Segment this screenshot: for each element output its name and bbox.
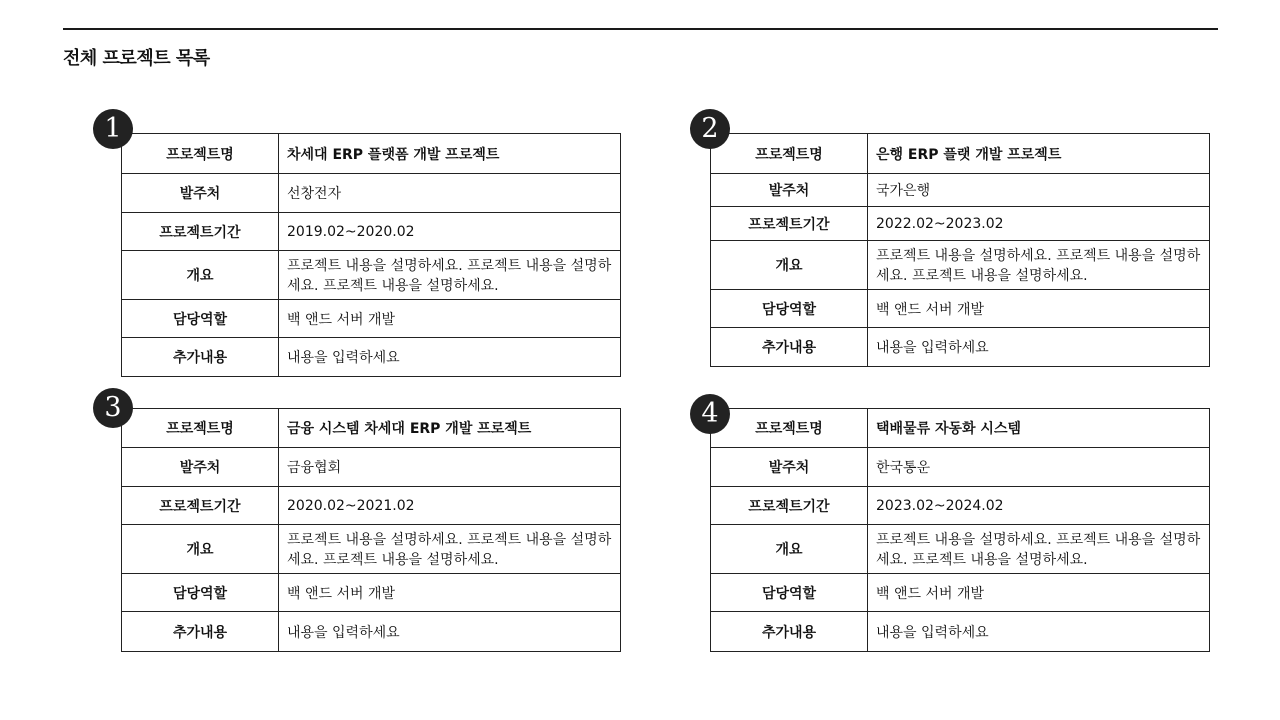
- row-client: [122, 448, 621, 487]
- row-extra: [122, 612, 621, 652]
- row-extra: [711, 612, 1210, 652]
- label-role: 담당역할: [122, 574, 279, 612]
- label-client: 발주처: [122, 174, 279, 213]
- value-role: 백 앤드 서버 개발: [279, 300, 621, 338]
- row-summary: [122, 525, 621, 574]
- project-card-2: [701, 113, 1210, 367]
- label-project-name: 프로젝트명: [122, 134, 279, 174]
- row-project-name: [122, 134, 621, 174]
- project-table: [710, 408, 1210, 652]
- project-table: [710, 133, 1210, 367]
- value-summary: 프로젝트 내용을 설명하세요. 프로젝트 내용을 설명하세요. 프로젝트 내용을 설명하세요.: [279, 251, 621, 300]
- row-client: [122, 174, 621, 213]
- label-client: 발주처: [711, 174, 868, 207]
- row-role: [711, 290, 1210, 328]
- label-client: 발주처: [711, 448, 868, 487]
- label-summary: 개요: [122, 251, 279, 300]
- value-summary: 프로젝트 내용을 설명하세요. 프로젝트 내용을 설명하세요. 프로젝트 내용을 설명하세요.: [279, 525, 621, 574]
- value-role: 백 앤드 서버 개발: [868, 574, 1210, 612]
- label-period: 프로젝트기간: [711, 207, 868, 241]
- project-number-badge: 2: [690, 109, 730, 149]
- label-summary: 개요: [711, 525, 868, 574]
- label-extra: 추가내용: [122, 612, 279, 652]
- value-client: 선창전자: [279, 174, 621, 213]
- label-extra: 추가내용: [122, 338, 279, 377]
- value-summary: 프로젝트 내용을 설명하세요. 프로젝트 내용을 설명하세요. 프로젝트 내용을 설명하세요.: [868, 241, 1210, 290]
- top-divider: [63, 28, 1218, 30]
- row-role: [711, 574, 1210, 612]
- value-role: 백 앤드 서버 개발: [279, 574, 621, 612]
- label-role: 담당역할: [122, 300, 279, 338]
- project-table: [121, 408, 621, 652]
- label-role: 담당역할: [711, 574, 868, 612]
- value-period: 2022.02~2023.02: [868, 207, 1210, 241]
- project-card-1: [104, 113, 621, 377]
- project-number-badge: 4: [690, 394, 730, 434]
- row-period: [711, 487, 1210, 525]
- row-client: [711, 174, 1210, 207]
- value-summary: 프로젝트 내용을 설명하세요. 프로젝트 내용을 설명하세요. 프로젝트 내용을 설명하세요.: [868, 525, 1210, 574]
- project-number-badge: 3: [93, 388, 133, 428]
- row-role: [122, 574, 621, 612]
- value-period: 2019.02~2020.02: [279, 213, 621, 251]
- value-project-name: 금융 시스템 차세대 ERP 개발 프로젝트: [279, 409, 621, 448]
- label-period: 프로젝트기간: [711, 487, 868, 525]
- label-project-name: 프로젝트명: [122, 409, 279, 448]
- row-client: [711, 448, 1210, 487]
- value-project-name: 은행 ERP 플랫 개발 프로젝트: [868, 134, 1210, 174]
- value-project-name: 차세대 ERP 플랫폼 개발 프로젝트: [279, 134, 621, 174]
- row-project-name: [122, 409, 621, 448]
- row-summary: [711, 241, 1210, 290]
- value-extra: 내용을 입력하세요: [279, 338, 621, 377]
- value-period: 2023.02~2024.02: [868, 487, 1210, 525]
- label-extra: 추가내용: [711, 612, 868, 652]
- value-role: 백 앤드 서버 개발: [868, 290, 1210, 328]
- label-period: 프로젝트기간: [122, 487, 279, 525]
- row-period: [122, 487, 621, 525]
- label-extra: 추가내용: [711, 328, 868, 367]
- project-card-4: [701, 398, 1210, 652]
- row-extra: [711, 328, 1210, 367]
- value-period: 2020.02~2021.02: [279, 487, 621, 525]
- value-extra: 내용을 입력하세요: [279, 612, 621, 652]
- label-client: 발주처: [122, 448, 279, 487]
- label-project-name: 프로젝트명: [711, 134, 868, 174]
- value-extra: 내용을 입력하세요: [868, 612, 1210, 652]
- row-extra: [122, 338, 621, 377]
- label-role: 담당역할: [711, 290, 868, 328]
- value-client: 한국통운: [868, 448, 1210, 487]
- project-card-3: [104, 392, 621, 652]
- project-number-badge: 1: [93, 109, 133, 149]
- row-project-name: [711, 409, 1210, 448]
- row-period: [122, 213, 621, 251]
- project-table: [121, 133, 621, 377]
- row-project-name: [711, 134, 1210, 174]
- row-period: [711, 207, 1210, 241]
- label-summary: 개요: [122, 525, 279, 574]
- value-client: 금융협회: [279, 448, 621, 487]
- label-summary: 개요: [711, 241, 868, 290]
- value-extra: 내용을 입력하세요: [868, 328, 1210, 367]
- label-project-name: 프로젝트명: [711, 409, 868, 448]
- label-period: 프로젝트기간: [122, 213, 279, 251]
- row-role: [122, 300, 621, 338]
- row-summary: [711, 525, 1210, 574]
- value-client: 국가은행: [868, 174, 1210, 207]
- value-project-name: 택배물류 자동화 시스템: [868, 409, 1210, 448]
- row-summary: [122, 251, 621, 300]
- page-title: 전체 프로젝트 목록: [63, 48, 210, 69]
